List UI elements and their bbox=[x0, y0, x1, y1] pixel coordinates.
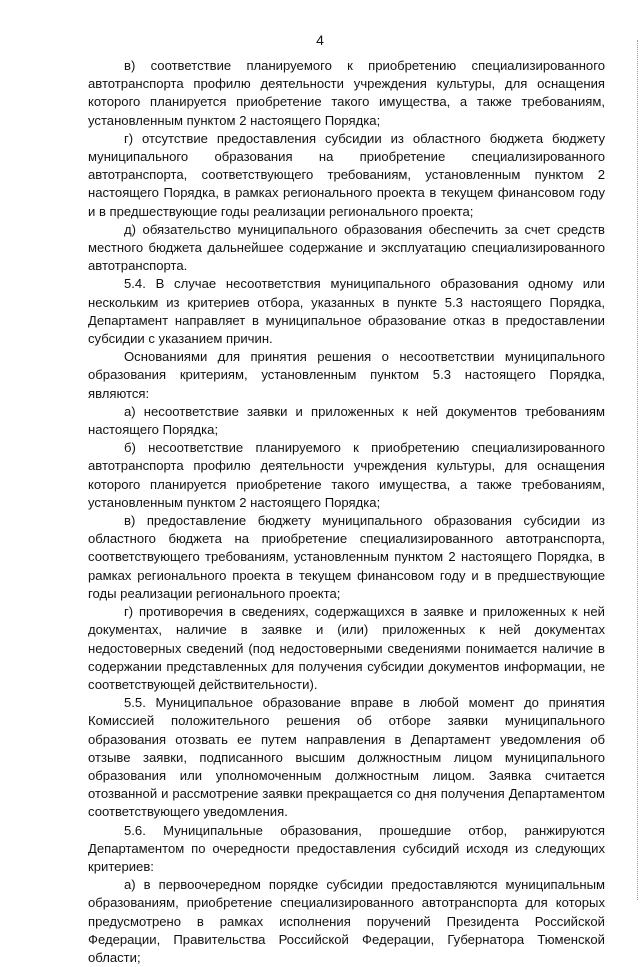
document-body bbox=[88, 57, 605, 967]
page-number: 4 bbox=[316, 32, 324, 48]
paragraph-grounds-v: в) предоставление бюджету муниципального образования субсидии из областного бюджета на приобретение специализированного автотранспорта, соответствующего требованиям, установленным пунктом 2 настоящего Порядка, в рамках регионального проекта в текущем финансовом году и в предшествующие годы реализации регионального проекта; bbox=[88, 513, 605, 601]
scan-edge-line bbox=[637, 40, 638, 900]
paragraph-grounds-a: а) несоответствие заявки и приложенных к ней документов требованиям настоящего Порядка; bbox=[88, 403, 605, 438]
paragraph-grounds-b: б) несоответствие планируемого к приобретению специализированного автотранспорта профилю деятельности учреждения культуры, для оснащения которого планируется приобретение такого имущества, а также требованиям, установленным пунктом 2 настоящего Порядка; bbox=[88, 440, 605, 510]
paragraph-3v: в) соответствие планируемого к приобретению специализированного автотранспорта профилю деятельности учреждения культуры, для оснащения которого планируется приобретение такого имущества, а также требованиям, установленным пунктом 2 настоящего Порядка; bbox=[88, 58, 605, 128]
paragraph-5-6: 5.6. Муниципальные образования, прошедшие отбор, ранжируются Департаментом по очередности предоставления субсидий исходя из следующих критериев: bbox=[88, 822, 605, 874]
paragraph-5-4: 5.4. В случае несоответствия муниципального образования одному или нескольким из критериев отбора, указанных в пункте 5.3 настоящего Порядка, Департамент направляет в муниципальное образование отказ в предоставлении субсидии с указанием причин. bbox=[88, 276, 605, 347]
paragraph-grounds-intro: Основаниями для принятия решения о несоответствии муниципального образования критериям, установленным пунктом 5.3 настоящего Порядка, являются: bbox=[88, 349, 605, 401]
paragraph-3g: г) отсутствие предоставления субсидии из областного бюджета бюджету муниципального образования на приобретение специализированного автотранспорта, соответствующего требованиям, установленным пунктом 2 настоящего Порядка, в рамках регионального проекта в текущем финансовом году и в предшествующие годы реализации регионального проекта; bbox=[88, 130, 605, 219]
paragraph-5-5: 5.5. Муниципальное образование вправе в любой момент до принятия Комиссией положительного решения об отборе заявки муниципального образования отозвать ее путем направления в Департамент уведомления об отзыве заявки, подписанного высшим должностным лицом муниципального образования или уполномоченным должностным лицом. Заявка считается отозванной и рассмотрение заявки прекращается со дня получения Департаментом соответствующего уведомления. bbox=[88, 695, 605, 820]
paragraph-5-6-a: а) в первоочередном порядке субсидии предоставляются муниципальным образованиям, приобретение специализированного автотранспорта для которых предусмотрено в рамках исполнения поручений Президента Российской Федерации, Правительства Российской Федерации, Губернатора Тюменской области; bbox=[88, 877, 605, 965]
paragraph-grounds-g: г) противоречия в сведениях, содержащихся в заявке и приложенных к ней документах, наличие в заявке и (или) приложенных к ней документах недостоверных сведений (под недостоверными сведениями понимается наличие в содержании представленных для получения субсидии документов информации, не соответствующей действительности). bbox=[88, 604, 605, 692]
paragraph-3d: д) обязательство муниципального образования обеспечить за счет средств местного бюджета дальнейшее содержание и эксплуатацию специализированного автотранспорта. bbox=[88, 221, 605, 274]
